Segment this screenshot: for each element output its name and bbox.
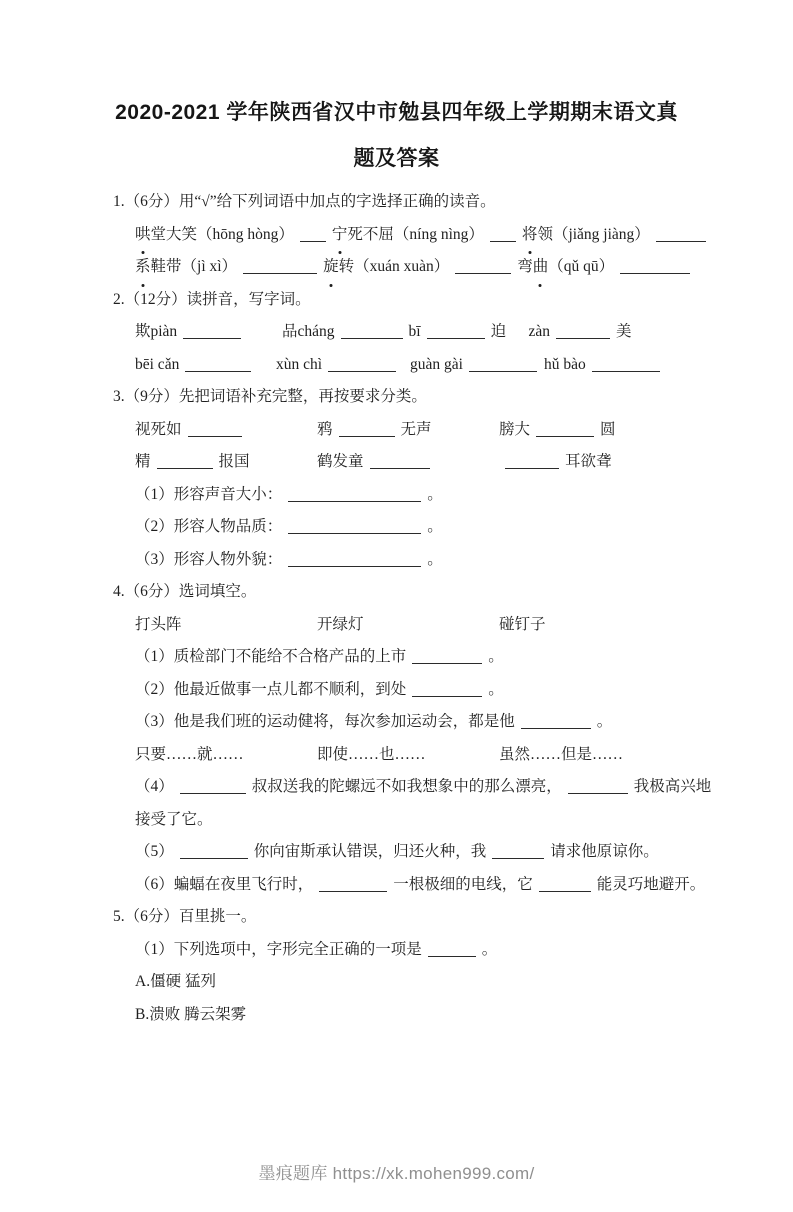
- answer-blank: [469, 369, 537, 372]
- word-text: （qǔ qū）: [548, 258, 615, 275]
- q3-sub-3: [113, 544, 693, 577]
- word-text: 圆: [600, 420, 616, 438]
- sub-label: （3）形容人物外貌：: [135, 550, 283, 568]
- q4-word-options: [113, 609, 693, 642]
- q1-word-3: [522, 219, 712, 252]
- word-text: 鹤发童: [317, 453, 364, 470]
- q2-row2: [113, 349, 693, 382]
- answer-blank: [328, 369, 396, 372]
- dotted-char: 宁: [332, 219, 348, 252]
- sub-text: 你向宙斯承认错误，归还火种，我: [253, 843, 487, 860]
- option-word: 即使……也……: [317, 745, 426, 763]
- q5-header: 5.（6分）百里挑一。: [113, 908, 257, 925]
- answer-blank: [490, 239, 516, 242]
- answer-blank: [427, 336, 485, 339]
- q2-item-7: [410, 349, 544, 382]
- q1-word-4: [135, 251, 323, 284]
- answer-blank: [157, 466, 213, 469]
- word-text: 视死如: [135, 420, 182, 438]
- answer-blank: [188, 434, 242, 437]
- q2-item-2: [282, 316, 409, 349]
- q4-header: 4.（6分）选词填空。: [113, 583, 257, 600]
- q2-row1: [113, 316, 693, 349]
- sub-label: （6）蝙蝠在夜里飞行时，: [135, 875, 314, 893]
- sub-suffix: 。: [427, 518, 443, 535]
- word-text: 堂大笑（hōng hòng）: [150, 225, 294, 243]
- answer-blank: [568, 791, 628, 794]
- word-text: 迫: [490, 323, 507, 340]
- word-text: 美: [616, 323, 632, 340]
- answer-blank: [536, 434, 594, 437]
- answer-blank: [288, 499, 421, 502]
- q3-item-2: [317, 414, 499, 447]
- q3-header: 3.（9分）先把词语补充完整，再按要求分类。: [113, 388, 427, 405]
- word-text: 鞋带（jì xì）: [150, 258, 238, 275]
- word-text: 报国: [218, 453, 250, 470]
- answer-blank: [370, 466, 430, 469]
- q3-sub-1: [113, 479, 693, 512]
- q1-word-1: [135, 219, 332, 252]
- q5-option-b: B.溃败 腾云架雾: [135, 1005, 247, 1023]
- answer-blank: [243, 271, 317, 274]
- sub-label: （1）质检部门不能给不合格产品的上市: [135, 648, 407, 665]
- pinyin-text: guàn gài: [410, 355, 463, 373]
- answer-blank: [521, 726, 591, 729]
- q4-sub-4: [113, 771, 715, 836]
- sub-suffix: 。: [481, 940, 498, 958]
- q4-sub-2: [113, 674, 693, 707]
- pinyin-text: xùn chì: [276, 355, 323, 373]
- option-word: 碰钉子: [499, 615, 546, 633]
- dotted-char: 系: [135, 251, 151, 284]
- answer-blank: [492, 856, 544, 859]
- q2-item-8: [544, 349, 666, 382]
- answer-blank: [455, 271, 511, 274]
- answer-blank: [556, 336, 610, 339]
- word-text: 无声: [400, 420, 432, 438]
- word-text: 鸦: [317, 420, 333, 438]
- pinyin-text: 品cháng: [282, 323, 335, 340]
- answer-blank: [180, 791, 246, 794]
- pinyin-text: bēi cǎn: [135, 355, 180, 373]
- q3-item-6: [499, 446, 612, 479]
- answer-blank: [300, 239, 326, 242]
- sub-label: （2）他最近做事一点儿都不顺利，到处: [135, 680, 407, 698]
- footer-watermark: 墨痕题库 https://xk.mohen999.com/: [258, 1164, 535, 1183]
- word-text: 死不屈（níng nìng）: [347, 225, 484, 243]
- answer-blank: [339, 434, 395, 437]
- dotted-char: 曲: [533, 251, 549, 284]
- q1-word-6: [517, 251, 696, 284]
- q2-item-3: [409, 316, 529, 349]
- q1-word-2: [332, 219, 522, 252]
- word-text: 精: [135, 453, 151, 470]
- sub-suffix: 。: [427, 485, 443, 503]
- q3-item-4: [135, 446, 317, 479]
- q3-sub-2: [113, 511, 693, 544]
- sub-text: 我极高兴地接受了它。: [135, 778, 712, 828]
- answer-blank: [620, 271, 690, 274]
- q3-item-3: [499, 414, 616, 447]
- answer-blank: [183, 336, 241, 339]
- sub-text: 一根极细的电线，它: [393, 875, 533, 893]
- sub-label: （1）形容声音大小：: [135, 485, 283, 503]
- q2-item-4: [529, 316, 632, 349]
- option-word: 虽然……但是……: [499, 745, 624, 763]
- answer-blank: [428, 954, 476, 957]
- q3-row2: [113, 446, 693, 479]
- q3-item-1: [135, 414, 317, 447]
- sub-suffix: 。: [488, 680, 504, 698]
- q5-sub-1: [113, 934, 693, 967]
- answer-blank: [180, 856, 248, 859]
- q4-sub-6: [113, 869, 706, 902]
- dotted-char: 哄: [135, 219, 151, 252]
- answer-blank: [539, 889, 591, 892]
- q2-item-5: [135, 349, 276, 382]
- q4-sub-1: [113, 641, 693, 674]
- sub-label: （2）形容人物品质：: [135, 518, 283, 535]
- answer-blank: [185, 369, 251, 372]
- word-text: 膀大: [499, 420, 531, 438]
- option-word: 打头阵: [135, 615, 182, 633]
- q1-row2: [113, 251, 693, 284]
- answer-blank: [288, 531, 421, 534]
- pinyin-text: 欺piàn: [135, 323, 178, 340]
- pinyin-text: hǔ bào: [544, 355, 586, 373]
- sub-label: （1）下列选项中，字形完全正确的一项是: [135, 940, 422, 958]
- q3-item-5: [317, 446, 499, 479]
- q2-item-6: [276, 349, 410, 382]
- sub-label: （5）: [135, 843, 174, 860]
- sub-label: （3）他是我们班的运动健将，每次参加运动会，都是他: [135, 713, 515, 730]
- q1-header: 1.（6分）用“√”给下列词语中加点的字选择正确的读音。: [113, 193, 496, 210]
- answer-blank: [656, 239, 706, 242]
- dotted-char: 将: [522, 219, 538, 252]
- pinyin-text: bī: [408, 323, 421, 340]
- q2-header: 2.（12分）读拼音，写字词。: [113, 290, 311, 308]
- option-word: 开绿灯: [317, 615, 364, 633]
- q3-row1: [113, 414, 693, 447]
- word-text: 耳欲聋: [565, 453, 612, 470]
- word-text: 转（xuán xuàn）: [338, 258, 450, 275]
- q4-sub-5: [113, 836, 693, 869]
- answer-blank: [319, 889, 387, 892]
- sub-text: 叔叔送我的陀螺远不如我想象中的那么漂亮，: [251, 778, 562, 795]
- sub-text: 能灵巧地避开。: [596, 875, 706, 893]
- answer-blank: [505, 466, 559, 469]
- word-text: 弯: [517, 258, 533, 275]
- q1-row1: [113, 219, 693, 252]
- option-word: 只要……就……: [135, 745, 244, 763]
- dotted-char: 旋: [323, 251, 339, 284]
- sub-label: （4）: [135, 778, 174, 795]
- sub-suffix: 。: [488, 648, 504, 665]
- q4-conjunction-options: [113, 739, 693, 772]
- answer-blank: [592, 369, 660, 372]
- answer-blank: [341, 336, 403, 339]
- word-text: 领（jiǎng jiàng）: [537, 225, 650, 243]
- exam-body: [0, 182, 793, 1031]
- answer-blank: [412, 661, 482, 664]
- q2-item-1: [135, 316, 282, 349]
- sub-suffix: 。: [596, 713, 613, 730]
- pinyin-text: zàn: [528, 323, 551, 340]
- q4-sub-3: [113, 706, 693, 739]
- sub-text: 请求他原谅你。: [550, 843, 659, 860]
- sub-suffix: 。: [427, 550, 443, 568]
- q5-option-a: A.僵硬 猛列: [135, 973, 216, 990]
- exam-title: 2020-2021 学年陕西省汉中市勉县四年级上学期期末语文真题及答案: [115, 101, 678, 170]
- q1-word-5: [323, 251, 517, 284]
- answer-blank: [412, 694, 482, 697]
- answer-blank: [288, 564, 421, 567]
